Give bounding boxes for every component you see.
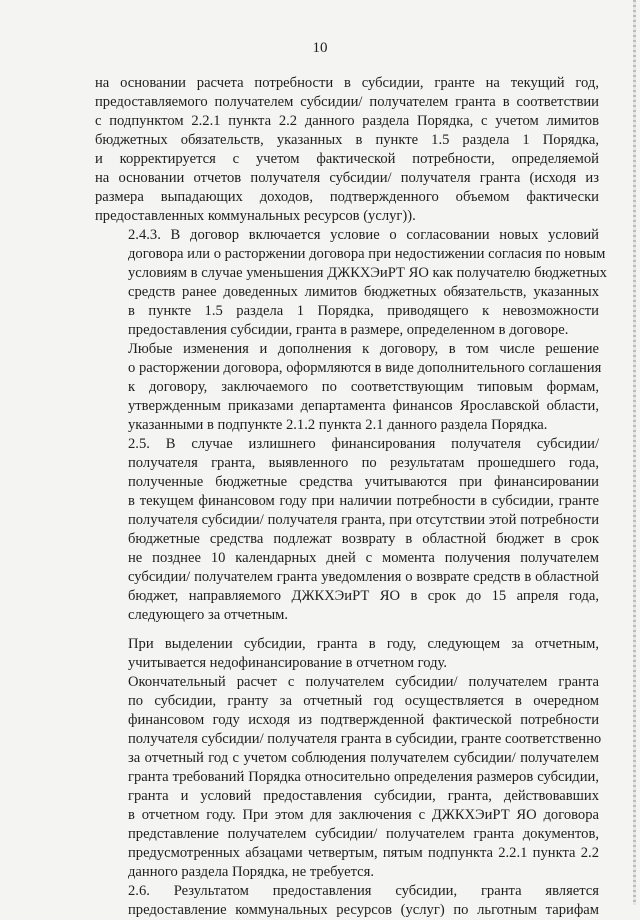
text-line: в отчетном году. При этом для заключения с ДЖКХЭиРТ ЯО договора bbox=[128, 807, 599, 823]
text-line: за отчетный год с учетом соблюдения получателем субсидии/ получателем bbox=[128, 750, 599, 766]
text-line: в пункте 1.5 раздела 1 Порядка, приводящего к невозможности bbox=[128, 303, 599, 319]
text-line: представление получателем субсидии/ получателем гранта документов, bbox=[128, 826, 599, 842]
text-line: к договору, заключаемого по соответствующим типовым формам, bbox=[128, 379, 599, 395]
text-line: получателя субсидии/ получателя гранта в субсидии, гранте соответственно bbox=[128, 731, 602, 747]
paragraph bbox=[95, 74, 599, 226]
text-line: размера выпадающих доходов, подтвержденного объемом фактически bbox=[95, 189, 599, 205]
text-line: 2.5. В случае излишнего финансирования получателя субсидии/ bbox=[128, 436, 599, 452]
text-line: финансовом году исходя из подтвержденной фактической потребности bbox=[128, 712, 599, 728]
paragraph bbox=[95, 435, 599, 625]
paragraph-gap bbox=[95, 625, 599, 635]
text-line: получателя субсидии/ получателя гранта, при отсутствии этой потребности bbox=[128, 512, 599, 528]
text-line: следующего за отчетным. bbox=[128, 607, 289, 623]
text-line: утвержденным приказами департамента финансов Ярославской области, bbox=[128, 398, 599, 414]
text-line: предоставляемого получателем субсидии/ получателем гранта в соответствии bbox=[95, 94, 599, 110]
text-line: гранта и условий предоставления субсидии, гранта, действовавших bbox=[128, 788, 599, 804]
text-line: 2.4.3. В договор включается условие о согласовании новых условий bbox=[128, 227, 599, 243]
paragraph bbox=[95, 635, 599, 673]
text-line: Окончательный расчет с получателем субсидии/ получателем гранта bbox=[128, 674, 599, 690]
text-line: данного раздела Порядка, не требуется. bbox=[128, 864, 374, 880]
text-line: на основании расчета потребности в субсидии, гранте на текущий год, bbox=[95, 75, 599, 91]
text-line: При выделении субсидии, гранта в году, следующем за отчетным, bbox=[128, 636, 599, 652]
text-line: условиям в случае уменьшения ДЖКХЭиРТ ЯО как получателю бюджетных bbox=[128, 265, 607, 281]
text-line: не позднее 10 календарных дней с момента получения получателем bbox=[128, 550, 599, 566]
text-line: по субсидии, гранту за отчетный год осуществляется в очередном bbox=[128, 693, 599, 709]
text-line: средств ранее доведенных лимитов бюджетных обязательств, указанных bbox=[128, 284, 599, 300]
text-line: в текущем финансовом году при наличии потребности в субсидии, гранте bbox=[128, 493, 599, 509]
text-line: о расторжении договора, оформляются в виде дополнительного соглашения bbox=[128, 360, 602, 376]
paragraph bbox=[95, 226, 607, 340]
text-line: и корректируется с учетом фактической потребности, определяемой bbox=[95, 151, 599, 167]
text-line: гранта требований Порядка относительно определения размеров субсидии, bbox=[128, 769, 599, 785]
text-line: предоставленных коммунальных ресурсов (услуг)). bbox=[95, 208, 416, 224]
text-line: предоставления субсидии, гранта в размере, определенном в договоре. bbox=[128, 322, 569, 338]
scanned-page-edge bbox=[633, 0, 636, 905]
paragraph bbox=[95, 673, 602, 882]
text-line: договора или о расторжении договора при недостижении согласия по новым bbox=[128, 246, 606, 262]
text-line: предусмотренных абзацами четвертым, пятым подпункта 2.2.1 пункта 2.2 bbox=[128, 845, 599, 861]
text-line: Любые изменения и дополнения к договору, в том числе решение bbox=[128, 341, 599, 357]
paragraph bbox=[95, 882, 599, 920]
text-line: бюджет, направляемого ДЖКХЭиРТ ЯО в срок до 15 апреля года, bbox=[128, 588, 599, 604]
text-line: указанными в подпункте 2.1.2 пункта 2.1 данного раздела Порядка. bbox=[128, 417, 548, 433]
text-line: учитывается недофинансирование в отчетном году. bbox=[128, 655, 447, 671]
text-line: бюджетные средства подлежат возврату в областной бюджет в срок bbox=[128, 531, 599, 547]
text-line: предоставление коммунальных ресурсов (услуг) по льготным тарифам bbox=[128, 902, 599, 918]
text-line: с подпунктом 2.2.1 пункта 2.2 данного раздела Порядка, с учетом лимитов bbox=[95, 113, 599, 129]
text-line: получателя гранта, выявленного по результатам прошедшего года, bbox=[128, 455, 599, 471]
text-line: 2.6. Результатом предоставления субсидии, гранта является bbox=[128, 883, 599, 899]
paragraph bbox=[95, 340, 602, 435]
text-line: бюджетных обязательств, указанных в пункте 1.5 раздела 1 Порядка, bbox=[95, 132, 599, 148]
page-number: 10 bbox=[312, 40, 328, 56]
document-body bbox=[95, 74, 607, 920]
text-line: субсидии/ получателем гранта уведомления о возврате средств в областной bbox=[128, 569, 599, 585]
text-line: полученные бюджетные средства учитываются при финансировании bbox=[128, 474, 599, 490]
text-line: на основании отчетов получателя субсидии/ получателя гранта (исходя из bbox=[95, 170, 599, 186]
